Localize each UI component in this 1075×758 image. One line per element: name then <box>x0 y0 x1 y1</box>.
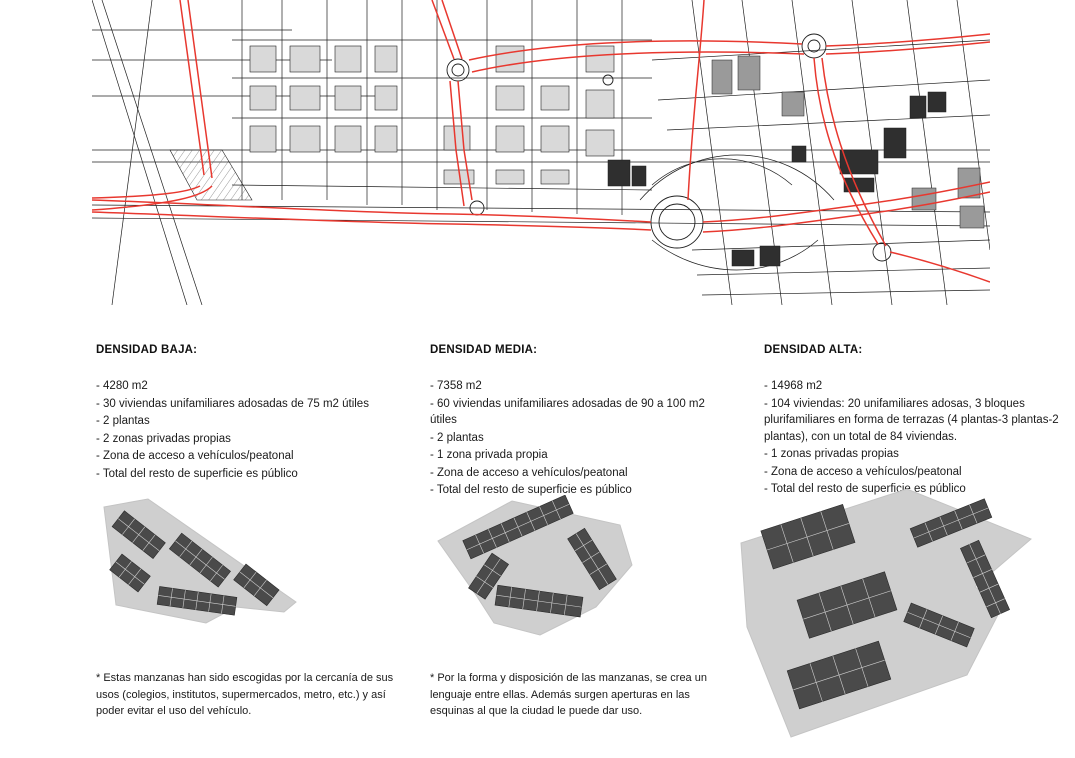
list-item: - Zona de acceso a vehículos/peatonal <box>96 450 294 462</box>
list-item: - 7358 m2 <box>430 380 482 392</box>
diagram-baja-drawing <box>86 495 316 655</box>
column-densidad-baja <box>96 344 396 483</box>
diagram-media-drawing <box>420 495 655 655</box>
column-title: DENSIDAD BAJA: <box>96 344 198 356</box>
list-item: - 30 viviendas unifamiliares adosadas de 75 m2 útiles <box>96 397 369 410</box>
column-title: DENSIDAD MEDIA: <box>430 344 538 356</box>
list-item: - 60 viviendas unifamiliares adosadas de 90 a 100 m2 útiles <box>430 397 709 426</box>
list-item: - Total del resto de superficie es público <box>96 467 298 480</box>
list-item: - 4280 m2 <box>96 380 148 392</box>
list-item: - Total del resto de superficie es público <box>764 483 966 495</box>
column-densidad-media <box>430 344 730 500</box>
diagram-alta-drawing <box>735 475 1055 750</box>
list-item: - 1 zonas privadas propias <box>764 448 899 460</box>
list-item: - 1 zona privada propia <box>430 449 548 461</box>
list-item: - Zona de acceso a vehículos/peatonal <box>430 466 628 479</box>
footnote-media: * Por la forma y disposición de las manzanas, se crea un lenguaje entre ellas. Además surgen aperturas en las esquinas al que la ciudad le puede dar uso. <box>430 672 711 717</box>
column-bullet-list <box>96 378 396 482</box>
column-title: DENSIDAD ALTA: <box>764 344 863 356</box>
diagram-densidad-alta <box>735 475 1055 750</box>
diagram-densidad-media <box>420 495 655 655</box>
footnote-baja: * Estas manzanas han sido escogidas por la cercanía de sus usos (colegios, institutos, supermercados, metro, etc.) y así poder evitar el uso del vehículo. <box>96 672 397 717</box>
list-item: - Total del resto de superficie es público <box>430 484 632 496</box>
list-item: - 104 viviendas: 20 unifamiliares adosas, 3 bloques plurifamiliares en forma de terrazas (4 plantas-3 plantas-2 plantas), con un total de 84 viviendas. <box>764 397 1062 443</box>
map-drawing <box>92 0 990 305</box>
diagram-densidad-baja <box>86 495 316 655</box>
list-item: - Zona de acceso a vehículos/peatonal <box>764 465 962 478</box>
urban-plan-map <box>92 0 990 305</box>
list-item: - 14968 m2 <box>764 380 823 392</box>
list-item: - 2 plantas <box>96 415 150 427</box>
list-item: - 2 zonas privadas propias <box>96 432 231 445</box>
list-item: - 2 plantas <box>430 431 484 444</box>
column-bullet-list <box>430 378 730 499</box>
